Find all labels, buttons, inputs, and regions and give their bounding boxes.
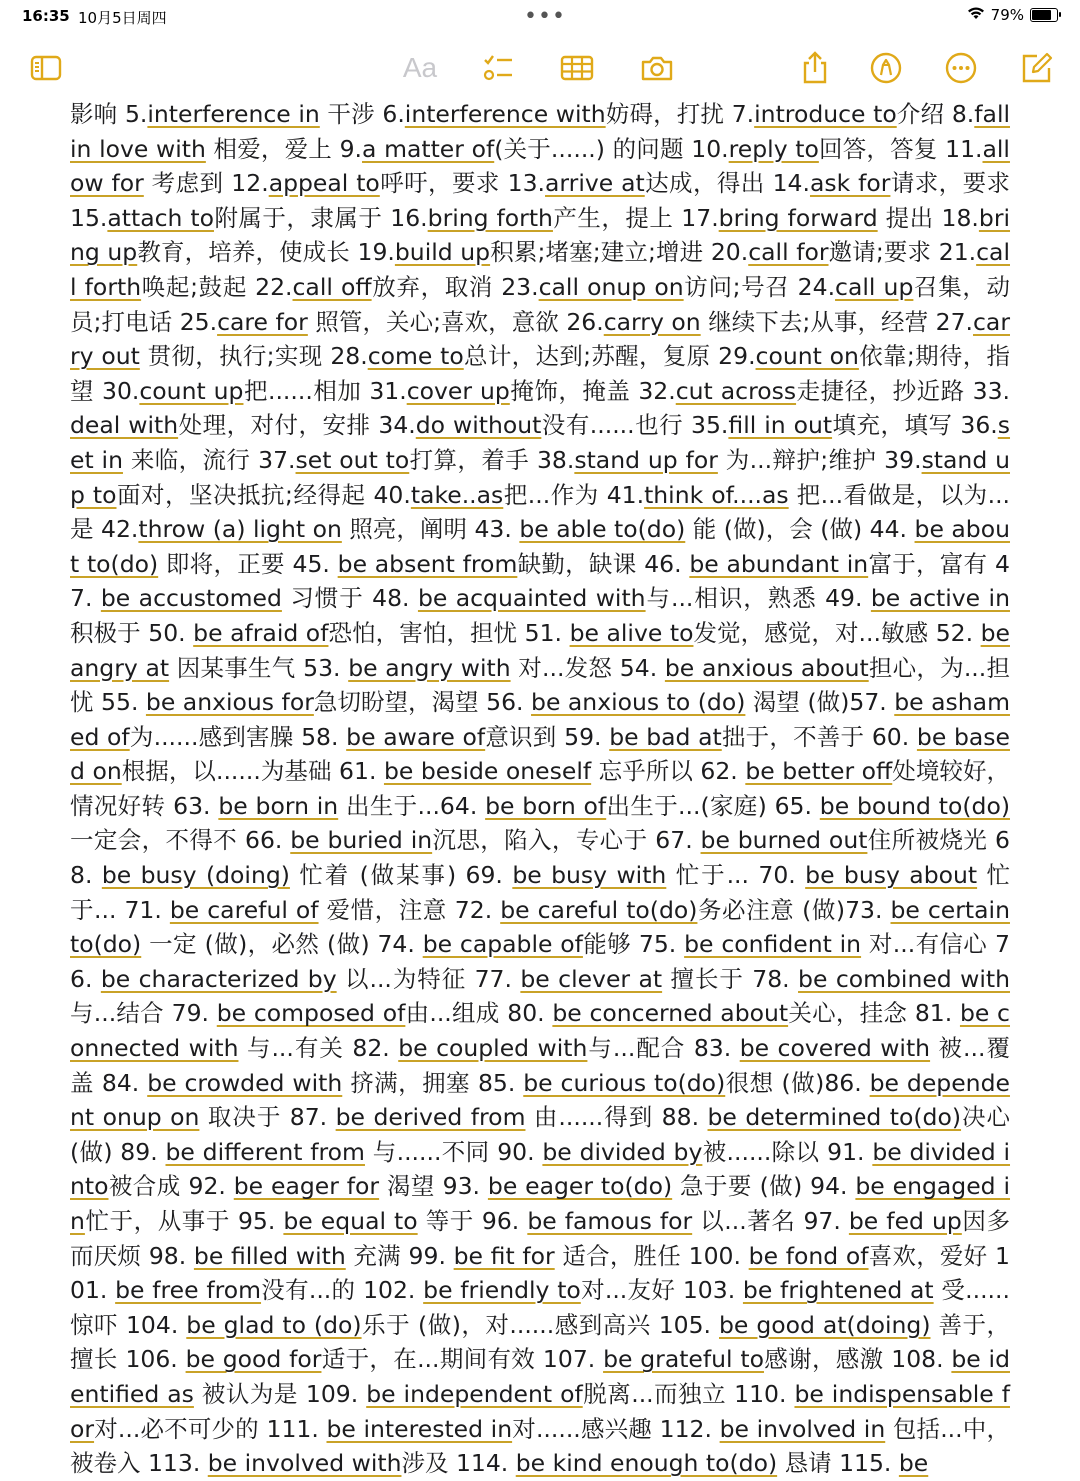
underlined-phrase: arrive at (545, 169, 645, 198)
note-text: 召集，动员;打电话 25. (70, 272, 1011, 336)
note-text: 达成，得出 14. (644, 169, 810, 198)
underlined-phrase: be about to(do) (70, 515, 1010, 578)
battery-icon (1030, 8, 1058, 22)
underlined-phrase: be good for (185, 1345, 322, 1374)
note-text: 担心，为...担忧 55. (70, 653, 1010, 717)
note-text: 相爱，爱上 9. (205, 134, 363, 163)
text-format-button[interactable] (400, 48, 440, 88)
underlined-phrase: call off (292, 272, 372, 301)
table-button[interactable] (557, 48, 597, 88)
note-text: 渴望 93. (379, 1172, 488, 1201)
underlined-phrase: be anxious about (664, 653, 869, 682)
note-text: 把...作为 41. (503, 480, 645, 509)
note-text: 对......感兴趣 112. (512, 1414, 720, 1443)
note-text: 干涉 6. (319, 100, 405, 128)
note-text: 掩饰，掩盖 32. (509, 376, 676, 405)
note-text: 没有...的 102. (261, 1276, 424, 1305)
note-text: 忙于... 70. (666, 861, 806, 890)
underlined-phrase: be confident in (684, 930, 862, 959)
note-text: 回答，答复 11. (818, 134, 983, 163)
status-time: 16:35 (22, 7, 70, 25)
note-text: 由...组成 80. (405, 999, 553, 1028)
underlined-phrase: a matter of (362, 134, 495, 163)
note-text: 务必注意 (做)73. (697, 895, 891, 924)
underlined-phrase: be covered with (739, 1034, 931, 1063)
underlined-phrase: be beside oneself (383, 757, 592, 786)
underlined-phrase: take..as (410, 480, 504, 509)
note-text: 由......得到 88. (525, 1103, 708, 1132)
note-text: 适合，胜任 100. (554, 1241, 749, 1270)
note-text: 积极于 50. (70, 618, 194, 647)
underlined-phrase: be fed up (848, 1207, 962, 1235)
note-text: 很想 (做)86. (725, 1068, 870, 1097)
share-icon (798, 51, 832, 85)
note-text: 介绍 8. (896, 100, 975, 128)
note-text: 缺勤，缺课 46. (517, 549, 690, 578)
note-text: 决心 (做) 89. (70, 1103, 1011, 1166)
note-text: 忙着 (做某事) 69. (289, 861, 513, 890)
note-text: 一定会，不得不 66. (70, 826, 291, 855)
note-body[interactable] (70, 97, 1011, 1478)
note-text: 挤满，拥塞 85. (342, 1068, 524, 1097)
note-text: 依靠;期待，指望 30. (70, 342, 1011, 405)
underlined-phrase: come to (367, 342, 464, 371)
underlined-phrase: appeal to (268, 169, 380, 198)
note-text: 爱惜，注意 72. (318, 895, 501, 924)
underlined-phrase: be connected with (70, 999, 1010, 1063)
underlined-phrase: be burned out (700, 826, 868, 855)
note-text: (关于......) 的问题 10. (494, 134, 729, 163)
underlined-phrase: be grateful to (603, 1345, 764, 1374)
note-text: 被...覆盖 84. (70, 1034, 1010, 1097)
note-text: 积累;堵塞;建立;增进 20. (490, 238, 749, 267)
note-text: 擅长于 78. (662, 964, 799, 993)
note-text: 发觉，感觉，对...敏感 52. (693, 618, 981, 647)
checklist-button[interactable] (478, 48, 518, 88)
note-text: 忙于，从事于 95. (84, 1207, 284, 1235)
underlined-phrase: call forth (70, 238, 1010, 301)
underlined-phrase: be careful to(do) (500, 895, 698, 924)
note-text: 出生于...64. (338, 791, 486, 820)
underlined-phrase: be composed of (216, 999, 406, 1028)
underlined-phrase: call onup on (538, 272, 684, 301)
underlined-phrase: fill in out (728, 411, 833, 440)
note-text: 以...著名 97. (692, 1207, 849, 1235)
note-text: 与......不同 90. (364, 1137, 543, 1166)
underlined-phrase: be abundant in (689, 549, 869, 578)
status-date: 10月5日周四 (78, 9, 167, 27)
wifi-icon (967, 6, 985, 24)
underlined-phrase: count on (755, 342, 859, 371)
note-text: 恳请 115. (777, 1449, 899, 1478)
note-text: 考虑到 12. (143, 169, 269, 198)
underlined-phrase: be careful of (169, 895, 319, 924)
battery-fill (1032, 10, 1051, 20)
underlined-phrase: count up (139, 376, 244, 405)
underlined-phrase: care for (217, 307, 308, 336)
underlined-phrase: be good at(doing) (719, 1310, 931, 1339)
underlined-phrase: bring forth (427, 203, 553, 232)
underlined-phrase: stand up to (70, 445, 1010, 509)
underlined-phrase: be indispensable for (70, 1379, 1010, 1443)
underlined-phrase: be frightened at (742, 1276, 934, 1305)
note-text: 根据，以......为基础 61. (121, 757, 384, 786)
note-text: 忙于... 71. (70, 861, 1010, 924)
underlined-phrase: be crowded with (147, 1068, 343, 1097)
note-text: 即将，正要 45. (158, 549, 338, 578)
underlined-phrase: call for (748, 238, 829, 267)
sidebar-icon (29, 51, 63, 85)
underlined-phrase: be busy about (805, 861, 978, 890)
note-text: 与...结合 79. (70, 999, 217, 1028)
note-text: 涉及 114. (401, 1449, 516, 1478)
note-text: 邀请;要求 21. (828, 238, 977, 267)
note-text: 把......相加 31. (243, 376, 407, 405)
more-icon (944, 51, 978, 85)
underlined-phrase: be clever at (520, 964, 663, 993)
underlined-phrase: cover up (406, 376, 510, 405)
note-text: 提出 18. (877, 203, 979, 232)
note-text: 贯彻，执行;实现 28. (139, 342, 368, 371)
underlined-phrase: interference in (147, 100, 320, 128)
note-text: 因多而厌烦 98. (70, 1207, 1010, 1270)
note-text: 来临，流行 37. (122, 445, 296, 474)
underlined-phrase: be eager for (233, 1172, 380, 1201)
camera-button[interactable] (637, 48, 677, 88)
note-text: 处境较好，情况好转 63. (70, 757, 1011, 820)
note-text: 附属于，隶属于 16. (213, 203, 428, 232)
camera-icon (640, 51, 674, 85)
note-text: 教育，培养，使成长 19. (137, 238, 395, 267)
underlined-phrase: be characterized by (100, 964, 337, 993)
underlined-phrase: ask for (809, 169, 891, 198)
underlined-phrase: throw (a) light on (138, 515, 342, 544)
underlined-phrase: be coupled with (398, 1034, 588, 1063)
note-text: 善于，擅长 106. (70, 1310, 1010, 1374)
underlined-phrase: be involved with (207, 1449, 402, 1478)
note-text: 充满 99. (345, 1241, 454, 1270)
underlined-phrase: be anxious for (145, 688, 314, 717)
underlined-phrase: be fond of (748, 1241, 869, 1270)
underlined-phrase: think of....as (644, 480, 789, 509)
underlined-phrase: be alive to (569, 618, 694, 647)
note-text: 妨碍，打扰 7. (605, 100, 755, 128)
underlined-phrase: be absent from (337, 549, 518, 578)
underlined-phrase: be friendly to (423, 1276, 581, 1305)
note-text: 取决于 87. (199, 1103, 336, 1132)
note-text: 呼吁，要求 13. (379, 169, 546, 198)
note-text: 住所被烧光 68. (70, 826, 1011, 890)
note-text: 继续下去;从事，经营 27. (700, 307, 974, 336)
underlined-phrase: be angry at (70, 618, 1010, 682)
note-text: 以...为特征 77. (336, 964, 521, 993)
underlined-phrase: be based on (70, 722, 1010, 786)
underlined-phrase: carry on (603, 307, 701, 336)
note-text: 为...辩护;维护 39. (717, 445, 922, 474)
note-text: 对...有信心 76. (70, 930, 1010, 993)
note-text: 唤起;鼓起 22. (141, 272, 293, 301)
underlined-phrase: build up (394, 238, 491, 267)
note-text: 急于要 (做) 94. (672, 1172, 856, 1201)
note-text: 被......除以 91. (702, 1137, 873, 1166)
underlined-phrase: be famous for (527, 1207, 693, 1235)
note-text: 脱离...而独立 110. (582, 1379, 795, 1408)
note-text: 渴望 (做)57. (745, 688, 895, 717)
underlined-phrase: be certain to(do) (70, 895, 1010, 959)
underlined-phrase: be engaged in (70, 1172, 1011, 1235)
underlined-phrase: be angry with (348, 653, 511, 682)
note-text: 关心，挂念 81. (788, 999, 960, 1028)
underlined-phrase: be filled with (193, 1241, 346, 1270)
note-text: 打算，着手 38. (409, 445, 575, 474)
note-text: 被合成 92. (108, 1172, 234, 1201)
underlined-phrase: be born of (485, 791, 607, 820)
underlined-phrase: bring up (70, 203, 1011, 267)
note-text: 一定 (做)，必然 (做) 74. (141, 930, 423, 959)
underlined-phrase: reply to (728, 134, 819, 163)
underlined-phrase: allow for (70, 134, 1010, 198)
note-text: 对...友好 103. (580, 1276, 743, 1305)
underlined-phrase: do without (415, 411, 542, 440)
underlined-phrase: be glad to (do) (186, 1310, 362, 1339)
note-text: 放弃，取消 23. (371, 272, 539, 301)
underlined-phrase: be born in (218, 791, 339, 820)
share-button[interactable] (795, 48, 835, 88)
underlined-phrase: be bad at (609, 722, 722, 751)
underlined-phrase: be able to(do) (519, 515, 686, 544)
underlined-phrase: bring forward (718, 203, 878, 232)
underlined-phrase: be kind enough to(do) (515, 1449, 778, 1478)
underlined-phrase: be better off (745, 757, 893, 786)
note-text: 照亮，阐明 43. (341, 515, 520, 544)
underlined-phrase: be active in (870, 584, 1010, 613)
compose-icon (1019, 51, 1053, 85)
multitasking-dots[interactable]: ••• (524, 4, 566, 29)
note-text: 走捷径，抄近路 33. (796, 376, 1011, 405)
note-text: 出生于...(家庭) 65. (606, 791, 820, 820)
status-right (967, 6, 1058, 24)
underlined-phrase: fall in love with (70, 100, 1010, 163)
underlined-phrase: be divided into (70, 1137, 1011, 1201)
more-button[interactable] (941, 48, 981, 88)
underlined-phrase: be (898, 1449, 929, 1478)
underlined-phrase: be busy with (512, 861, 667, 890)
note-text: 沉思，陷入，专心于 67. (432, 826, 701, 855)
note-text: 感谢，感激 108. (763, 1345, 952, 1374)
underlined-phrase: be aware of (346, 722, 486, 751)
underlined-phrase: interference with (404, 100, 606, 128)
note-text: 为......感到害臊 58. (129, 722, 347, 751)
underlined-phrase: introduce to (754, 100, 897, 128)
note-text: 访问;号召 24. (683, 272, 836, 301)
underlined-phrase: be buried in (290, 826, 433, 855)
note-text: 急切盼望，渴望 56. (313, 688, 532, 717)
underlined-phrase: be free from (115, 1276, 262, 1305)
compose-button[interactable] (1016, 48, 1056, 88)
underlined-phrase: be ashamed of (70, 688, 1010, 751)
note-text: 把...看做是，以为...是 42. (70, 480, 1011, 544)
underlined-phrase: be bound to(do) (819, 791, 1010, 820)
note-text: 产生，提上 17. (552, 203, 719, 232)
note-text: 与...配合 83. (587, 1034, 740, 1063)
note-text: 对...必不可少的 111. (94, 1414, 327, 1443)
text-format-label: Aa (402, 52, 438, 83)
note-text: 乐于 (做)，对......感到高兴 105. (361, 1310, 719, 1339)
note-text: 能 (做)，会 (做) 44. (685, 515, 915, 544)
underlined-phrase: be accustomed (100, 584, 282, 613)
note-text: 因某事生气 53. (169, 653, 349, 682)
note-text: 对...发怒 54. (510, 653, 665, 682)
note-text: 能够 75. (582, 930, 685, 959)
note-text: 忘乎所以 62. (591, 757, 746, 786)
underlined-phrase: be dependent onup on (70, 1068, 1010, 1132)
underlined-phrase: be different from (165, 1137, 365, 1166)
checklist-icon (481, 51, 515, 85)
note-text: 适于，在...期间有效 107. (321, 1345, 604, 1374)
note-text: 恐怕，害怕，担忧 51. (328, 618, 570, 647)
note-text: 被认为是 109. (193, 1379, 367, 1408)
note-text: 富于，富有 47. (70, 549, 1010, 613)
note-text: 包括...中，被卷入 113. (70, 1414, 1010, 1478)
underlined-phrase: be equal to (283, 1207, 418, 1235)
underlined-phrase: be acquainted with (417, 584, 646, 613)
note-text: 照管，关心;喜欢，意欲 26. (307, 307, 604, 336)
note-text: 总计，达到;苏醒，复原 29. (463, 342, 756, 371)
underlined-phrase: be derived from (335, 1103, 526, 1132)
underlined-phrase: be afraid of (193, 618, 329, 647)
underlined-phrase: stand up for (574, 445, 718, 474)
note-text: 影响 5. (70, 100, 148, 128)
table-icon (560, 51, 594, 85)
note-text: 习惯于 48. (281, 584, 418, 613)
underlined-phrase: be divided by (542, 1137, 703, 1166)
note-text: 面对，坚决抵抗;经得起 40. (116, 480, 411, 509)
note-text: 喜欢，爱好 101. (70, 1241, 1010, 1305)
sidebar-button[interactable] (26, 48, 66, 88)
note-text: 没有......也行 35. (541, 411, 729, 440)
note-text: 请求，要求 15. (70, 169, 1010, 232)
underlined-phrase: be determined to(do) (707, 1103, 962, 1132)
underlined-phrase: set in (70, 411, 1011, 474)
underlined-phrase: be interested in (326, 1414, 513, 1443)
note-text: 与...相识，熟悉 49. (645, 584, 871, 613)
underlined-phrase: be fit for (453, 1241, 555, 1270)
underlined-phrase: be concerned about (552, 999, 789, 1028)
status-bar (0, 0, 1080, 32)
underlined-phrase: attach to (107, 203, 214, 232)
underlined-phrase: set out to (295, 445, 410, 474)
markup-icon (869, 51, 903, 85)
underlined-phrase: carry out (70, 307, 1010, 371)
underlined-phrase: be busy (doing) (101, 861, 290, 890)
markup-button[interactable] (866, 48, 906, 88)
underlined-phrase: be eager to(do) (487, 1172, 673, 1201)
underlined-phrase: be identified as (70, 1345, 1010, 1408)
note-text: 与...有关 82. (238, 1034, 399, 1063)
underlined-phrase: be independent of (366, 1379, 583, 1408)
notes-toolbar (0, 40, 1080, 92)
underlined-phrase: be curious to(do) (523, 1068, 726, 1097)
underlined-phrase: be combined with (798, 964, 1010, 993)
note-text: 处理，对付，安排 34. (178, 411, 416, 440)
note-text: 拙于，不善于 60. (721, 722, 917, 751)
underlined-phrase: deal with (70, 411, 179, 440)
underlined-phrase: be anxious to (do) (531, 688, 746, 717)
underlined-phrase: be involved in (719, 1414, 886, 1443)
note-text: 意识到 59. (485, 722, 610, 751)
note-text: 填充，填写 36. (832, 411, 998, 440)
underlined-phrase: call up (835, 272, 914, 301)
note-text: 受......惊吓 104. (70, 1276, 1010, 1339)
note-text: 等于 96. (417, 1207, 528, 1235)
underlined-phrase: cut across (675, 376, 797, 405)
battery-percent: 79% (990, 6, 1024, 24)
underlined-phrase: be capable of (422, 930, 583, 959)
